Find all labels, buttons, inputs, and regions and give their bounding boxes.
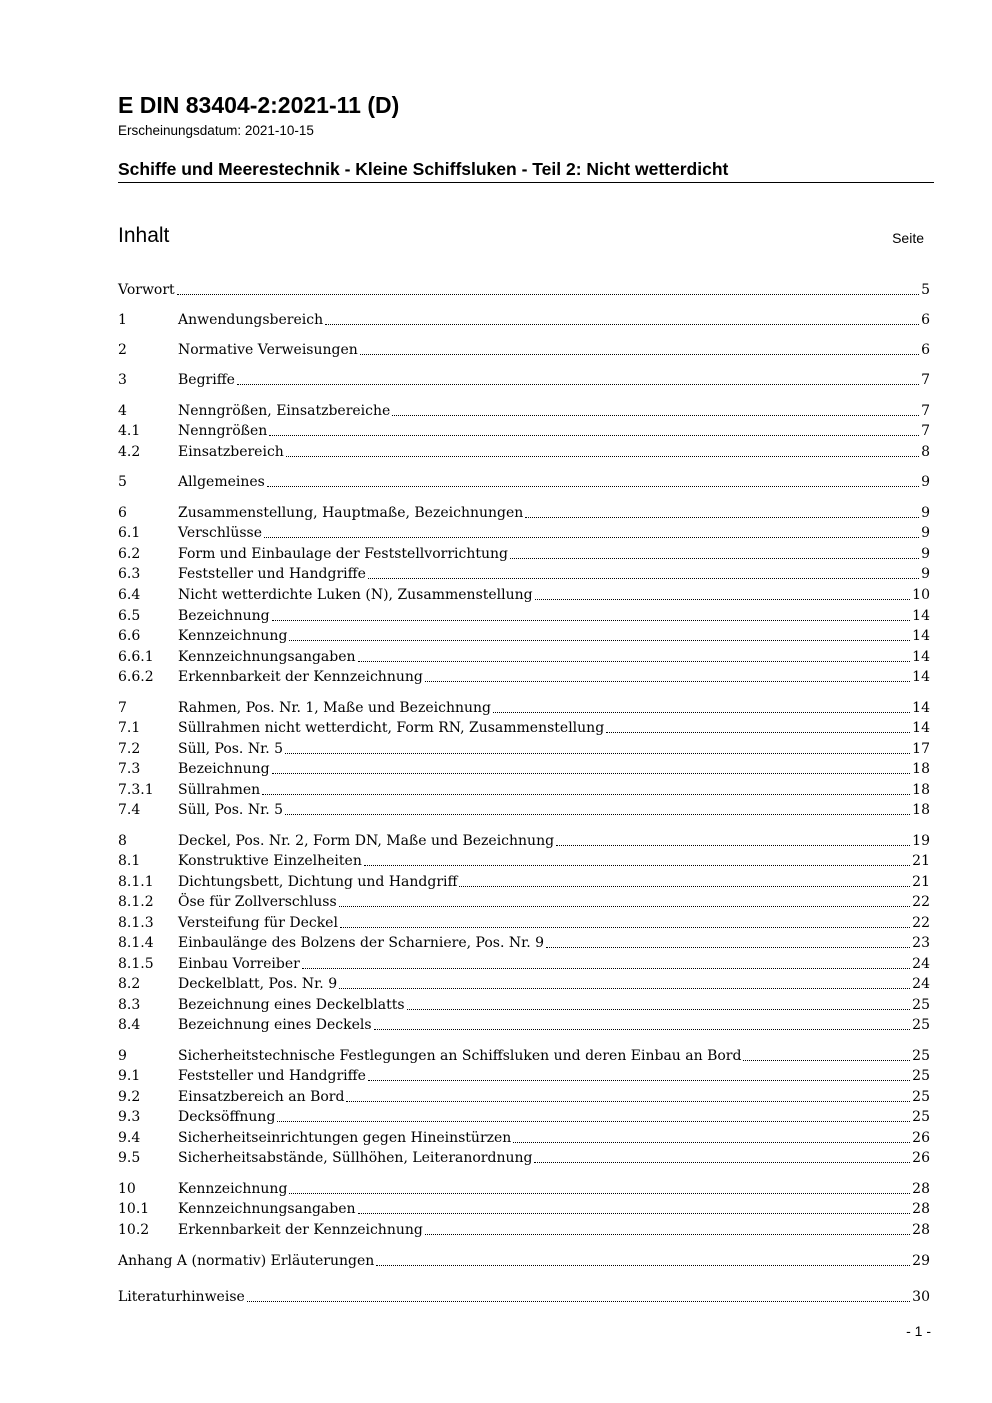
- toc-entry-page: 28: [912, 1181, 930, 1197]
- toc-entry[interactable]: [118, 1220, 930, 1240]
- toc-entry-number: 2: [118, 342, 127, 358]
- toc-entry[interactable]: [118, 503, 930, 523]
- toc-entry[interactable]: [118, 544, 930, 564]
- toc-entry-title: Einbaulänge des Bolzens der Scharniere, Pos. Nr. 9: [178, 935, 545, 951]
- toc-entry-page: 14: [912, 628, 930, 644]
- toc-dot-leader: [368, 578, 919, 579]
- toc-entry-number: 5: [118, 474, 127, 490]
- toc-entry[interactable]: [118, 718, 930, 738]
- title-divider: [118, 182, 934, 183]
- toc-entry-title: Sicherheitstechnische Festlegungen an Schiffsluken und deren Einbau an Bord: [178, 1048, 742, 1064]
- toc-entry-title: Kennzeichnungsangaben: [178, 1201, 356, 1217]
- toc-entry[interactable]: [118, 523, 930, 543]
- toc-entry-page: 25: [912, 1048, 930, 1064]
- toc-entry[interactable]: [118, 974, 930, 994]
- toc-dot-leader: [272, 620, 911, 621]
- toc-entry[interactable]: [118, 564, 930, 584]
- toc-dot-leader: [285, 753, 910, 754]
- toc-entry[interactable]: [118, 1107, 930, 1127]
- toc-entry-number: 8.1.2: [118, 894, 154, 910]
- toc-entry-page: 25: [912, 1109, 930, 1125]
- toc-entry-title: Bezeichnung: [178, 608, 270, 624]
- toc-entry-title: Normative Verweisungen: [178, 342, 358, 358]
- toc-entry-title: Deckel, Pos. Nr. 2, Form DN, Maße und Bezeichnung: [178, 833, 555, 849]
- toc-entry-page: 26: [912, 1150, 930, 1166]
- toc-dot-leader: [325, 324, 919, 325]
- toc-entry[interactable]: [118, 472, 930, 492]
- toc-entry[interactable]: [118, 606, 930, 626]
- toc-entry-title: Anhang A (normativ) Erläuterungen: [118, 1253, 375, 1269]
- toc-entry-title: Begriffe: [178, 372, 235, 388]
- toc-entry-number: 6.6.1: [118, 649, 154, 665]
- toc-entry-page: 9: [921, 474, 930, 490]
- toc-dot-leader: [743, 1060, 910, 1061]
- toc-entry-title: Bezeichnung: [178, 761, 270, 777]
- toc-entry-title: Konstruktive Einzelheiten: [178, 853, 362, 869]
- toc-entry-page: 10: [912, 587, 930, 603]
- toc-entry-number: 8.1: [118, 853, 141, 869]
- toc-entry-title: Einbau Vorreiber: [178, 956, 300, 972]
- toc-entry[interactable]: [118, 626, 930, 646]
- toc-entry-number: 9.3: [118, 1109, 141, 1125]
- toc-entry-number: 10: [118, 1181, 136, 1197]
- toc-dot-leader: [425, 1234, 910, 1235]
- toc-entry-page: 6: [921, 312, 930, 328]
- page-number: - 1 -: [906, 1323, 931, 1339]
- toc-dot-leader: [237, 384, 919, 385]
- toc-entry[interactable]: [118, 1148, 930, 1168]
- toc-entry[interactable]: [118, 892, 930, 912]
- toc-entry-page: 25: [912, 1017, 930, 1033]
- toc-entry[interactable]: [118, 831, 930, 851]
- toc-entry-page: 30: [912, 1289, 930, 1305]
- toc-entry-page: 23: [912, 935, 930, 951]
- toc-page-label: Seite: [892, 230, 924, 246]
- toc-entry[interactable]: [118, 1128, 930, 1148]
- toc-entry-number: 4.2: [118, 444, 141, 460]
- toc-entry-title: Einsatzbereich an Bord: [178, 1089, 345, 1105]
- toc-entry-page: 22: [912, 915, 930, 931]
- toc-entry-title: Anwendungsbereich: [178, 312, 324, 328]
- toc-entry-number: 6.4: [118, 587, 141, 603]
- toc-entry[interactable]: [118, 954, 930, 974]
- toc-entry[interactable]: [118, 759, 930, 779]
- toc-entry-title: Sicherheitsabstände, Süllhöhen, Leiteranordnung: [178, 1150, 533, 1166]
- toc-entry-title: Versteifung für Deckel: [178, 915, 338, 931]
- toc-dot-leader: [493, 712, 910, 713]
- toc-dot-leader: [407, 1009, 911, 1010]
- toc-dot-leader: [262, 794, 910, 795]
- toc-heading: Inhalt: [118, 224, 170, 247]
- toc-entry-title: Süllrahmen: [178, 782, 261, 798]
- toc-dot-leader: [358, 661, 911, 662]
- toc-dot-leader: [534, 1162, 910, 1163]
- toc-entry-page: 8: [921, 444, 930, 460]
- toc-entry-title: Kennzeichnung: [178, 1181, 288, 1197]
- toc-dot-leader: [285, 814, 910, 815]
- toc-entry-number: 6.1: [118, 525, 141, 541]
- toc-entry[interactable]: [118, 421, 930, 441]
- toc-entry-number: 8.1.1: [118, 874, 154, 890]
- toc-entry-page: 14: [912, 608, 930, 624]
- toc-entry-page: 17: [912, 741, 930, 757]
- toc-entry-page: 25: [912, 1068, 930, 1084]
- toc-entry-page: 14: [912, 649, 930, 665]
- toc-entry[interactable]: [118, 800, 930, 820]
- toc-entry-page: 21: [912, 853, 930, 869]
- toc-dot-leader: [247, 1301, 910, 1302]
- toc-entry-number: 9.1: [118, 1068, 141, 1084]
- toc-entry[interactable]: [118, 280, 930, 300]
- toc-entry-title: Verschlüsse: [178, 525, 262, 541]
- toc-entry-title: Bezeichnung eines Deckels: [178, 1017, 372, 1033]
- toc-entry-page: 7: [921, 423, 930, 439]
- toc-entry-page: 18: [912, 802, 930, 818]
- toc-entry-page: 24: [912, 956, 930, 972]
- toc-entry-number: 8.1.3: [118, 915, 154, 931]
- toc-entry-title: Feststeller und Handgriffe: [178, 566, 366, 582]
- toc-entry-title: Kennzeichnung: [178, 628, 288, 644]
- toc-dot-leader: [425, 681, 910, 682]
- toc-dot-leader: [346, 1101, 910, 1102]
- toc-dot-leader: [286, 456, 919, 457]
- toc-entry-page: 9: [921, 525, 930, 541]
- toc-entry-title: Erkennbarkeit der Kennzeichnung: [178, 669, 423, 685]
- toc-dot-leader: [289, 1193, 910, 1194]
- toc-entry[interactable]: [118, 913, 930, 933]
- toc-entry-number: 4.1: [118, 423, 141, 439]
- toc-entry-page: 25: [912, 997, 930, 1013]
- toc-entry[interactable]: [118, 585, 930, 605]
- toc-entry-page: 26: [912, 1130, 930, 1146]
- toc-entry-title: Rahmen, Pos. Nr. 1, Maße und Bezeichnung: [178, 700, 491, 716]
- toc-entry[interactable]: [118, 310, 930, 330]
- toc-entry[interactable]: [118, 340, 930, 360]
- toc-entry[interactable]: [118, 698, 930, 718]
- publication-date: Erscheinungsdatum: 2021-10-15: [118, 123, 314, 138]
- toc-entry-number: 8.1.5: [118, 956, 154, 972]
- toc-entry-title: Sicherheitseinrichtungen gegen Hineinstürzen: [178, 1130, 512, 1146]
- toc-entry-title: Nenngrößen: [178, 423, 268, 439]
- toc-entry-title: Allgemeines: [178, 474, 265, 490]
- toc-entry-title: Bezeichnung eines Deckelblatts: [178, 997, 405, 1013]
- toc-entry-number: 7.1: [118, 720, 141, 736]
- toc-entry[interactable]: [118, 1251, 930, 1271]
- toc-entry-number: 4: [118, 403, 127, 419]
- toc-dot-leader: [510, 558, 919, 559]
- toc-dot-leader: [535, 599, 911, 600]
- toc-entry-title: Süllrahmen nicht wetterdicht, Form RN, Zusammenstellung: [178, 720, 605, 736]
- toc-dot-leader: [376, 1265, 910, 1266]
- toc-entry-page: 5: [921, 282, 930, 298]
- toc-entry[interactable]: [118, 401, 930, 421]
- toc-entry-number: 6.3: [118, 566, 141, 582]
- toc-dot-leader: [459, 886, 910, 887]
- toc-entry-number: 6.5: [118, 608, 141, 624]
- toc-entry-title: Feststeller und Handgriffe: [178, 1068, 366, 1084]
- toc-entry[interactable]: [118, 1087, 930, 1107]
- toc-entry-title: Nenngrößen, Einsatzbereiche: [178, 403, 391, 419]
- toc-entry-number: 9.2: [118, 1089, 141, 1105]
- toc-entry-title: Einsatzbereich: [178, 444, 284, 460]
- toc-dot-leader: [339, 988, 910, 989]
- toc-entry-title: Süll, Pos. Nr. 5: [178, 741, 284, 757]
- toc-entry-number: 10.1: [118, 1201, 150, 1217]
- toc-entry[interactable]: [118, 739, 930, 759]
- toc-entry-number: 9.4: [118, 1130, 141, 1146]
- toc-entry-title: Öse für Zollverschluss: [178, 894, 337, 910]
- toc-entry-page: 9: [921, 546, 930, 562]
- toc-dot-leader: [302, 968, 910, 969]
- toc-dot-leader: [267, 486, 919, 487]
- toc-entry-number: 7.4: [118, 802, 141, 818]
- toc-dot-leader: [525, 517, 919, 518]
- toc-entry-page: 28: [912, 1222, 930, 1238]
- toc-entry-number: 8.3: [118, 997, 141, 1013]
- document-title: Schiffe und Meerestechnik - Kleine Schiffsluken - Teil 2: Nicht wetterdicht: [118, 159, 729, 179]
- toc-entry-number: 8: [118, 833, 127, 849]
- toc-entry[interactable]: [118, 370, 930, 390]
- toc-entry-title: Form und Einbaulage der Feststellvorrichtung: [178, 546, 508, 562]
- toc-entry-page: 29: [912, 1253, 930, 1269]
- toc-entry-number: 9.5: [118, 1150, 141, 1166]
- toc-dot-leader: [272, 773, 911, 774]
- toc-entry-title: Deckelblatt, Pos. Nr. 9: [178, 976, 338, 992]
- toc-dot-leader: [368, 1080, 910, 1081]
- toc-entry-page: 14: [912, 700, 930, 716]
- toc-entry-page: 6: [921, 342, 930, 358]
- toc-dot-leader: [556, 845, 910, 846]
- toc-entry-number: 7.3.1: [118, 782, 154, 798]
- toc-entry-title: Süll, Pos. Nr. 5: [178, 802, 284, 818]
- toc-dot-leader: [339, 906, 911, 907]
- toc-entry-number: 7: [118, 700, 127, 716]
- toc-entry-number: 8.1.4: [118, 935, 154, 951]
- toc-entry-title: Vorwort: [118, 282, 175, 298]
- toc-dot-leader: [289, 640, 910, 641]
- toc-entry[interactable]: [118, 1199, 930, 1219]
- toc-entry[interactable]: [118, 851, 930, 871]
- toc-entry[interactable]: [118, 1015, 930, 1035]
- toc-dot-leader: [264, 537, 919, 538]
- toc-entry-page: 25: [912, 1089, 930, 1105]
- toc-entry-page: 24: [912, 976, 930, 992]
- toc-entry-title: Zusammenstellung, Hauptmaße, Bezeichnungen: [178, 505, 524, 521]
- toc-entry-title: Decksöffnung: [178, 1109, 276, 1125]
- toc-entry-number: 1: [118, 312, 127, 328]
- toc-entry-page: 28: [912, 1201, 930, 1217]
- toc-entry-page: 18: [912, 782, 930, 798]
- toc-entry[interactable]: [118, 1179, 930, 1199]
- toc-entry-page: 19: [912, 833, 930, 849]
- toc-dot-leader: [340, 927, 910, 928]
- toc-entry-number: 3: [118, 372, 127, 388]
- toc-entry-number: 7.3: [118, 761, 141, 777]
- toc-entry-page: 7: [921, 403, 930, 419]
- toc-entry-number: 10.2: [118, 1222, 150, 1238]
- toc-entry-page: 18: [912, 761, 930, 777]
- toc-dot-leader: [358, 1213, 911, 1214]
- toc-entry-title: Dichtungsbett, Dichtung und Handgriff: [178, 874, 458, 890]
- toc-entry-page: 14: [912, 720, 930, 736]
- toc-entry-title: Literaturhinweise: [118, 1289, 245, 1305]
- toc-entry-title: Nicht wetterdichte Luken (N), Zusammenstellung: [178, 587, 533, 603]
- toc-dot-leader: [177, 294, 919, 295]
- toc-entry[interactable]: [118, 780, 930, 800]
- toc-entry[interactable]: [118, 1046, 930, 1066]
- toc-dot-leader: [546, 947, 910, 948]
- toc-entry[interactable]: [118, 667, 930, 687]
- toc-entry[interactable]: [118, 1066, 930, 1086]
- toc-dot-leader: [364, 865, 910, 866]
- toc-entry[interactable]: [118, 647, 930, 667]
- toc-entry-number: 6.6: [118, 628, 141, 644]
- toc-entry-title: Kennzeichnungsangaben: [178, 649, 356, 665]
- toc-entry[interactable]: [118, 933, 930, 953]
- toc-dot-leader: [269, 435, 919, 436]
- toc-dot-leader: [360, 354, 919, 355]
- toc-entry-number: 6.2: [118, 546, 141, 562]
- toc-dot-leader: [392, 415, 919, 416]
- toc-dot-leader: [277, 1121, 910, 1122]
- toc-entry-number: 7.2: [118, 741, 141, 757]
- toc-entry-number: 8.2: [118, 976, 141, 992]
- toc-entry[interactable]: [118, 995, 930, 1015]
- toc-entry[interactable]: [118, 1287, 930, 1307]
- toc-entry-page: 7: [921, 372, 930, 388]
- toc-entry[interactable]: [118, 442, 930, 462]
- toc-entry-title: Erkennbarkeit der Kennzeichnung: [178, 1222, 423, 1238]
- toc-entry-page: 9: [921, 505, 930, 521]
- toc-entry-page: 21: [912, 874, 930, 890]
- toc-entry-number: 8.4: [118, 1017, 141, 1033]
- toc-entry-page: 14: [912, 669, 930, 685]
- toc-dot-leader: [606, 732, 910, 733]
- toc-entry-number: 6.6.2: [118, 669, 154, 685]
- document-id: E DIN 83404-2:2021-11 (D): [118, 92, 400, 118]
- toc-entry-page: 22: [912, 894, 930, 910]
- toc-entry-page: 9: [921, 566, 930, 582]
- toc-entry[interactable]: [118, 872, 930, 892]
- toc-entry-number: 9: [118, 1048, 127, 1064]
- toc-dot-leader: [513, 1142, 910, 1143]
- toc-dot-leader: [374, 1029, 911, 1030]
- toc-entry-number: 6: [118, 505, 127, 521]
